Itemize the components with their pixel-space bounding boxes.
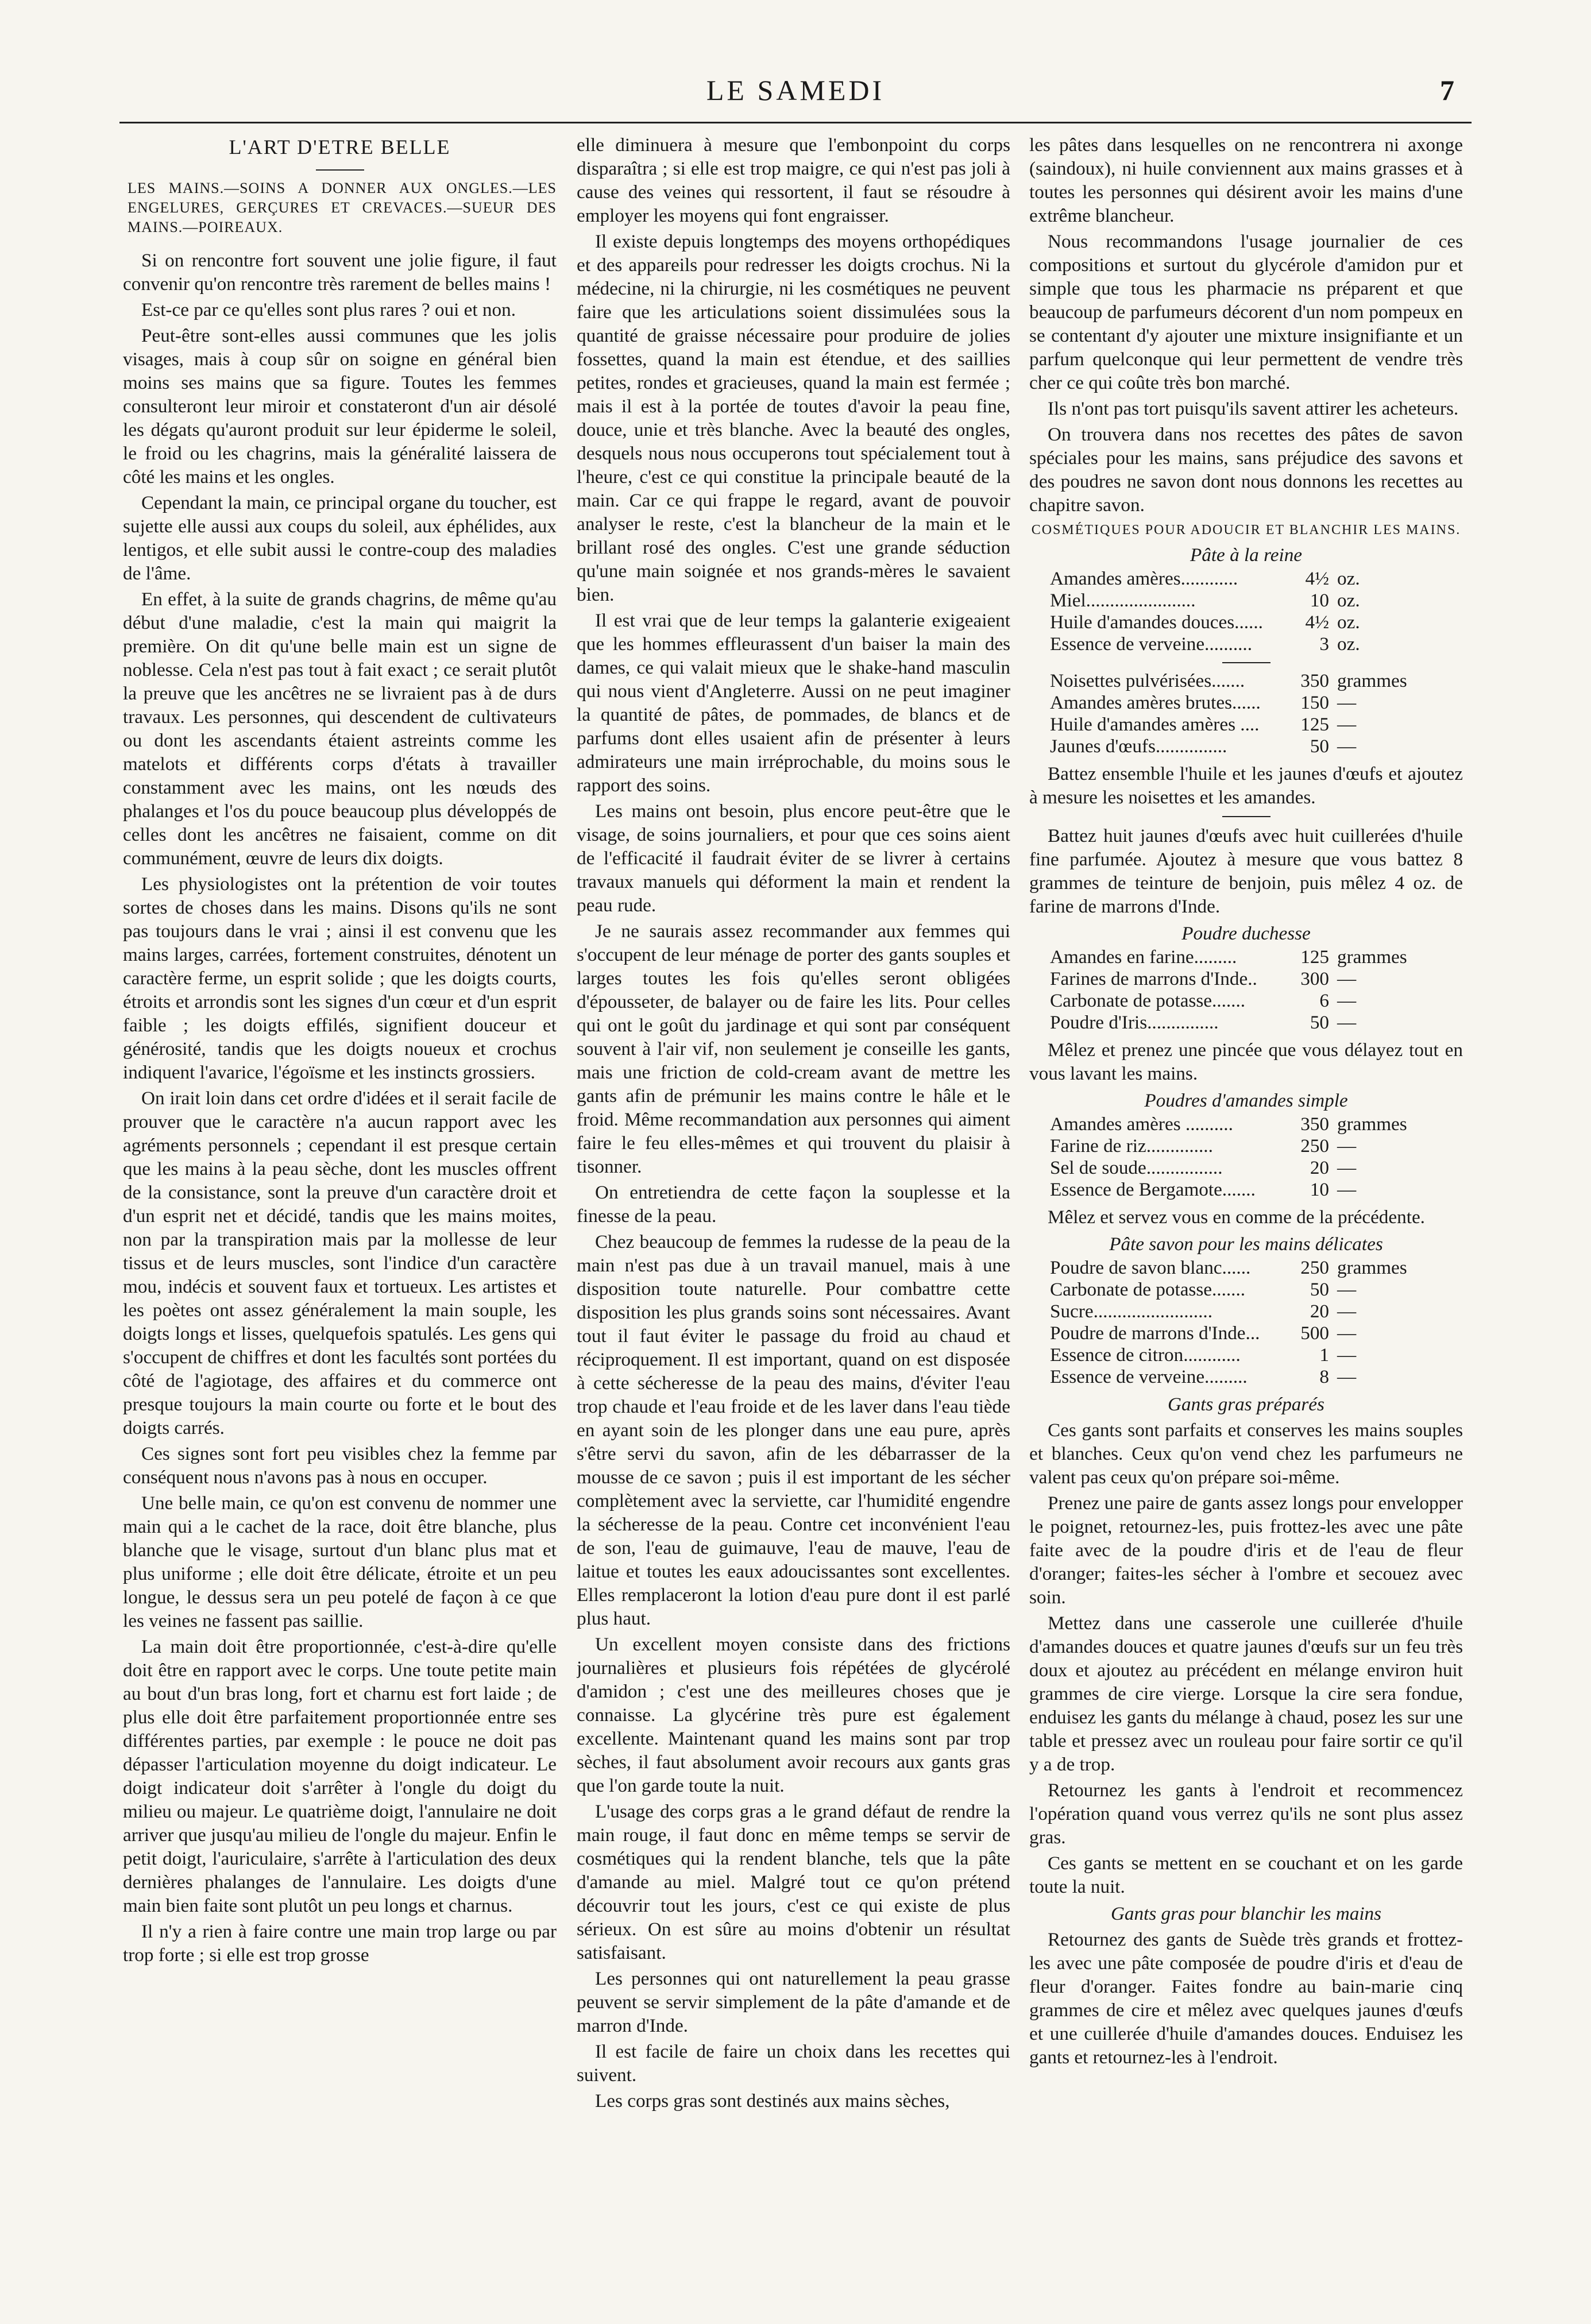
paragraph: En effet, à la suite de grands chagrins, de même qu'au début d'une maladie, c'est la main qui maigrit la première. On dit qu'une belle main est un signe de noblesse. Cela n'est pas tout à fait exact ; ce serait plutôt la preuve que les ancêtres ne se livraient pas à de durs travaux. Les personnes, qui descendent de cultivateurs ou dont les ascendants étaient astreints comme les matelots et différents corps d'états à travailler constamment avec les mains, ont les nœuds des phalanges et l'os du pouce beaucoup plus développés de celles dont les ancêtres ne faisaient, comme on dit communément, œuvre de leurs dix doigts. <box>123 589 557 869</box>
recipe-list <box>1050 670 1418 757</box>
paragraph: Ces gants sont parfaits et conserves les mains souples et blanches. Ceux qu'on vend chez les parfumeurs ne valent pas ceux qu'on prépare soi-même. <box>1029 1420 1463 1488</box>
title-rule <box>316 169 364 171</box>
newspaper-title: LE SAMEDI <box>706 74 885 106</box>
paragraph: Les physiologistes ont la prétention de voir toutes sortes de choses dans les mains. Disons qu'ils ne sont pas toujours dans le vrai ; ainsi il est convenu que les mains larges, carrées, fortement construites, dénotent un caractère ferme, un esprit solide ; que les doigts courts, étroits et arrondis sont les signes d'un cœur et d'un esprit faible ; les doigts effilés, signifient douceur et générosité, tandis que les doigts noueux et crochus indiquent l'avarice, l'égoïsme et les instincts grossiers. <box>123 873 557 1083</box>
recipe-row: Amandes amères .......... 350 grammes <box>1050 1113 1407 1135</box>
paragraph: Cependant la main, ce principal organe du toucher, est sujette elle aussi aux coups du soleil, aux éphélides, aux lentigos, et elle subit aussi le contre-coup des maladies de l'âme. <box>123 492 557 584</box>
paragraph: Ils n'ont pas tort puisqu'ils savent attirer les acheteurs. <box>1048 398 1459 419</box>
recipe-title: Gants gras pour blanchir les mains <box>1110 1903 1382 1924</box>
recipe-title: Poudres d'amandes simple <box>1144 1090 1348 1111</box>
column-2 <box>577 133 1010 2269</box>
recipe-list <box>1050 1257 1418 1388</box>
paragraph: L'usage des corps gras a le grand défaut de rendre la main rouge, il faut donc en même temps se servir de cosmétiques qui la rendent blanche, tels que la pâte d'amande au miel. Malgré tout ce qu'on prétend découvrir tout les jours, c'est ce qui existe de plus sérieux. On est sûre au moins d'obtenir un résultat satisfaisant. <box>577 1801 1010 1963</box>
paragraph: Un excellent moyen consiste dans des frictions journalières et plusieurs fois répétées de glycérolé d'amidon ; c'est une des meilleures choses que je connaisse. La glycérine très pure est également excellente. Maintenant quand les mains sont par trop sèches, il faut absolument avoir recours aux gants gras que l'on garde toute la nuit. <box>577 1634 1010 1796</box>
paragraph: Peut-être sont-elles aussi communes que les jolis visages, mais à coup sûr on soigne en général bien moins ses mains que sa figure. Toutes les femmes consulteront leur miroir et constateront d'un air désolé les dégats qu'auront produit sur leur épiderme le soleil, le froid ou les chagrins, mais la généralité laissera de côté les mains et les ongles. <box>123 325 557 488</box>
paragraph: Retournez des gants de Suède très grands et frottez-les avec une pâte composée de poudre d'iris et d'eau de fleur d'oranger. Faites fondre au bain-marie cinq grammes de cire et mêlez avec quelques jaunes d'œufs et une cuillerée d'huile d'amandes douces. Enduisez les gants et retournez-les à l'endroit. <box>1029 1929 1463 2068</box>
recipe-row: Huile d'amandes amères .... 125 — <box>1050 714 1357 735</box>
paragraph: On trouvera dans nos recettes des pâtes de savon spéciales pour les mains, sans préjudice des savons et des poudres ne savon dont nous donnons les recettes au chapitre savon. <box>1029 424 1463 516</box>
paragraph: Mêlez et servez vous en comme de la précédente. <box>1048 1207 1425 1228</box>
recipe-row: Carbonate de potasse....... 50 — <box>1050 1279 1357 1300</box>
column-1 <box>123 133 557 2269</box>
paragraph: Prenez une paire de gants assez longs pour envelopper le poignet, retournez-les, puis frottez-les avec une pâte faite avec de la poudre d'iris et de l'eau de fleur d'oranger; faites-les sécher à l'ombre et secouez avec soin. <box>1029 1492 1463 1608</box>
paragraph: Ces signes sont fort peu visibles chez la femme par conséquent nous n'avons pas à nous en occuper. <box>123 1443 557 1488</box>
separator-rule <box>1222 662 1271 663</box>
paragraph: elle diminuera à mesure que l'embonpoint du corps disparaîtra ; si elle est trop maigre, ce qui n'est pas joli à cause des veines qui ressortent, il faut se résoudre à employer les moyens qui font engraisser. <box>577 134 1010 226</box>
recipe-row: Sucre......................... 20 — <box>1050 1301 1357 1322</box>
paragraph: Les mains ont besoin, plus encore peut-être que le visage, de soins journaliers, et pour que ces soins aient de l'efficacité il faudrait éviter de se livrer à certains travaux manuels qui déforment la main et rendent la peau rude. <box>577 801 1010 916</box>
paragraph: Il est vrai que de leur temps la galanterie exigeaient que les hommes effleurassent d'un baiser la main des dames, ce qui valait mieux que le shake-hand masculin qui nous vient d'Angleterre. Aussi on ne peut imaginer la quantité de pâtes, de pommades, de blancs et de parfums dont elles usaient afin de présenter à leurs admirateurs une main irréprochable, du moins sous le rapport des soins. <box>577 610 1010 796</box>
paragraph: Si on rencontre fort souvent une jolie figure, il faut convenir qu'on rencontre très rarement de belles mains ! <box>123 250 557 295</box>
recipe-row: Essence de citron............ 1 — <box>1050 1344 1357 1366</box>
recipe-title: Pâte savon pour les mains délicates <box>1109 1233 1383 1255</box>
column-3 <box>1029 133 1463 2269</box>
paragraph: Est-ce par ce qu'elles sont plus rares ? oui et non. <box>141 299 516 320</box>
recipe-row: Poudre de savon blanc...... 250 grammes <box>1050 1257 1407 1278</box>
recipe-row: Huile d'amandes douces...... 4½ oz. <box>1050 612 1360 633</box>
recipe-row: Poudre de marrons d'Inde... 500 — <box>1050 1323 1357 1344</box>
recipe-row: Sel de soude................ 20 — <box>1050 1157 1357 1178</box>
page-number: 7 <box>1440 74 1454 106</box>
paragraph: les pâtes dans lesquelles on ne rencontrera ni axonge (saindoux), ni huile conviennent aux mains grasses et à toutes les personnes qui désirent avoir les mains d'une extrême blancheur. <box>1029 134 1463 226</box>
paragraph: Les personnes qui ont naturellement la peau grasse peuvent se servir simplement de la pâte d'amande et de marron d'Inde. <box>577 1968 1010 2036</box>
recipe-row: Poudre d'Iris............... 50 — <box>1050 1012 1357 1033</box>
paragraph: Je ne saurais assez recommander aux femmes qui s'occupent de leur ménage de porter des gants souples et larges toutes les fois qu'elles seront obligées d'épousseter, de balayer ou de faire les lits. Pour celles qui ont le goût du jardinage et qui sont par conséquent souvent à l'air vif, non seulement je conseille les gants, mais une friction de cold-cream avant de mettre les gants afin de prémunir les mains contre le hâle et le froid. Même recommandation aux personnes qui aiment faire le feu elles-mêmes et qui trouvent du plaisir à tisonner. <box>577 921 1010 1177</box>
recipe-row: Essence de Bergamote....... 10 — <box>1050 1179 1357 1200</box>
paragraph: Retournez les gants à l'endroit et recommencez l'opération quand vous verrez qu'ils ne sont plus assez gras. <box>1029 1780 1463 1848</box>
recipe-row: Farine de riz.............. 250 — <box>1050 1135 1357 1157</box>
recipe-row: Miel....................... 10 oz. <box>1050 590 1360 611</box>
article-summary: LES MAINS.—SOINS A DONNER AUX ONGLES.—LES ENGELURES, GERÇURES ET CREVACES.—SUEUR DES MAINS.—POIREAUX. <box>128 180 557 235</box>
recipe-title: Gants gras préparés <box>1168 1394 1324 1415</box>
recipe-row: Amandes en farine......... 125 grammes <box>1050 946 1407 968</box>
paragraph: Mêlez et prenez une pincée que vous délayez tout en vous lavant les mains. <box>1029 1039 1463 1084</box>
recipe-row: Essence de verveine.......... 3 oz. <box>1050 633 1360 655</box>
paragraph: Nous recommandons l'usage journalier de ces compositions et surtout du glycérole d'amidon pur et simple que tous les pharmacie ns préparent et que beaucoup de parfumeurs décorent d'un nom pompeux en se contentant d'y ajouter une mixture insignifiante et un parfum quelconque qui leur permettent de vendre très cher ce qui coûte très bon marché. <box>1029 231 1463 393</box>
paragraph: Il n'y a rien à faire contre une main trop large ou par trop forte ; si elle est trop grosse <box>123 1921 557 1966</box>
paragraph: Les corps gras sont destinés aux mains sèches, <box>595 2090 950 2112</box>
paragraph: Mettez dans une casserole une cuillerée d'huile d'amandes douces et quatre jaunes d'œufs sur un feu très doux et ajoutez au précédent en mélange environ huit grammes de cire vierge. Lorsque la cire sera fondue, enduisez les gants du mélange à chaud, posez les sur une table et pressez avec un rouleau pour faire sortir ce qu'il y a de trop. <box>1029 1613 1463 1775</box>
paragraph: Ces gants se mettent en se couchant et on les garde toute la nuit. <box>1029 1853 1463 1897</box>
masthead <box>0 74 1591 119</box>
recipe-title: Pâte à la reine <box>1190 544 1303 566</box>
paragraph: Il est facile de faire un choix dans les recettes qui suivent. <box>577 2041 1010 2086</box>
recipe-row: Farines de marrons d'Inde.. 300 — <box>1050 968 1357 989</box>
recipe-row: Jaunes d'œufs............... 50 — <box>1050 736 1357 757</box>
paragraph: On entretiendra de cette façon la souplesse et la finesse de la peau. <box>577 1182 1010 1227</box>
paragraph: Battez ensemble l'huile et les jaunes d'œufs et ajoutez à mesure les noisettes et les amandes. <box>1029 763 1463 808</box>
paragraph: Il existe depuis longtemps des moyens orthopédiques et des appareils pour redresser les doigts crochus. Ni la médecine, ni la chirurgie, ni les cosmétiques ne peuvent faire que les articulations soient dissimulées sous la quantité de graisse nécessaire pour produire de jolies fossettes, quand la main est étendue, et des saillies petites, rondes et gracieuses, quand la main est fermée ; mais il est à la portée de toutes d'avoir la peau fine, douce, unie et très blanche. Avec la beauté des ongles, desquels nous nous occuperons tout spécialement tout à l'heure, c'est ce qui constitue la principale beauté de la main. Car ce qui frappe le regard, avant de pouvoir analyser le reste, c'est la blancheur de la main et le brillant rosé des ongles. C'est une grande séduction qu'une main soignée et nos grands-mères le savaient bien. <box>577 231 1010 605</box>
recipe-row: Carbonate de potasse....... 6 — <box>1050 990 1357 1011</box>
article-title: L'ART D'ETRE BELLE <box>229 136 451 158</box>
paragraph: On irait loin dans cet ordre d'idées et il serait facile de prouver que le caractère n'a aucun rapport avec les agréments personnels ; cependant il est presque certain que les mains à la peau sèche, dont les muscles offrent de la consistance, sont la preuve d'un caractère droit et d'un esprit net et décidé, tandis que les mains moites, non par la transpiration mais par la mollesse de leur tissus et de leurs muscles, sont l'indice d'un caractère mou, indécis et souvent faux et tortueux. Les artistes et les poètes ont assez généralement la main souple, les doigts longs et lisses, quelquefois spatulés. Les gens qui s'occupent de chiffres et dont les facultés sont portées du côté de l'agiotage, des affaires et du commerce ont presque toujours la main courte ou forte et le bout des doigts carrés. <box>123 1088 557 1439</box>
recipe-row: Essence de verveine......... 8 — <box>1050 1366 1357 1387</box>
separator-rule <box>1222 816 1271 817</box>
recipe-row: Amandes amères............ 4½ oz. <box>1050 568 1360 589</box>
paragraph: Battez huit jaunes d'œufs avec huit cuillerées d'huile fine parfumée. Ajoutez à mesure que vous battez 8 grammes de teinture de benjoin, puis mêlez 4 oz. de farine de marrons d'Inde. <box>1029 825 1463 917</box>
recipe-list <box>1050 568 1418 655</box>
paragraph: La main doit être proportionnée, c'est-à-dire qu'elle doit être en rapport avec le corps. Une toute petite main au bout d'un bras long, fort et charnu est fort laide ; de plus elle doit être parfaitement proportionnée entre ses différentes parties, par exemple : le pouce ne doit pas dépasser l'articulation moyenne du doigt indicateur. Le doigt indicateur doit s'arrêter à l'ongle du doigt du milieu ou majeur. Le quatrième doigt, l'annulaire ne doit arriver que jusqu'au milieu de l'ongle du majeur. Enfin le petit doigt, l'auriculaire, s'arrête à l'articulation des deux dernières phalanges de l'annulaire. Les doigts d'une main bien faite sont plutôt un peu longs et charnus. <box>123 1636 557 1916</box>
recipe-row: Amandes amères brutes...... 150 — <box>1050 692 1357 713</box>
recipe-title: Poudre duchesse <box>1181 923 1311 944</box>
paragraph: Une belle main, ce qu'on est convenu de nommer une main qui a le cachet de la race, doit être blanche, plus blanche que le visage, surtout d'un blanc plus mat et plus uniforme ; elle doit être délicate, étroite et un peu longue, le dessus sera un peu potelé de façon à ce que les veines ne fassent pas saillie. <box>123 1492 557 1631</box>
recipe-list <box>1050 1113 1418 1201</box>
section-heading: COSMÉTIQUES POUR ADOUCIR ET BLANCHIR LES MAINS. <box>1031 523 1461 538</box>
recipe-row: Noisettes pulvérisées....... 350 grammes <box>1050 670 1407 691</box>
header-rule <box>119 122 1472 123</box>
paragraph: Chez beaucoup de femmes la rudesse de la peau de la main n'est pas due à un travail manuel, mais à une disposition toute naturelle. Pour combattre cette disposition les plus grands soins sont nécessaires. Avant tout il faut éviter le passage du froid au chaud et réciproquement. Il est important, quand on est disposée à cette sécheresse de la peau des mains, d'éviter l'eau trop chaude et l'eau froide et de les laver dans l'eau tiède en ayant soin de les plonger dans une eau pure, après s'être servi du savon, afin de les débarrasser de la mousse de ce savon ; puis il est important de les sécher complètement avec la serviette, car l'humidité engendre la sécheresse de la peau. Contre cet inconvénient l'eau de son, l'eau de guimauve, l'eau de mauve, l'eau de laitue et toutes les eaux adoucissantes sont excellentes. Elles remplaceront la lotion d'eau pure dont il est parlé plus haut. <box>577 1231 1010 1629</box>
recipe-list <box>1050 946 1418 1034</box>
